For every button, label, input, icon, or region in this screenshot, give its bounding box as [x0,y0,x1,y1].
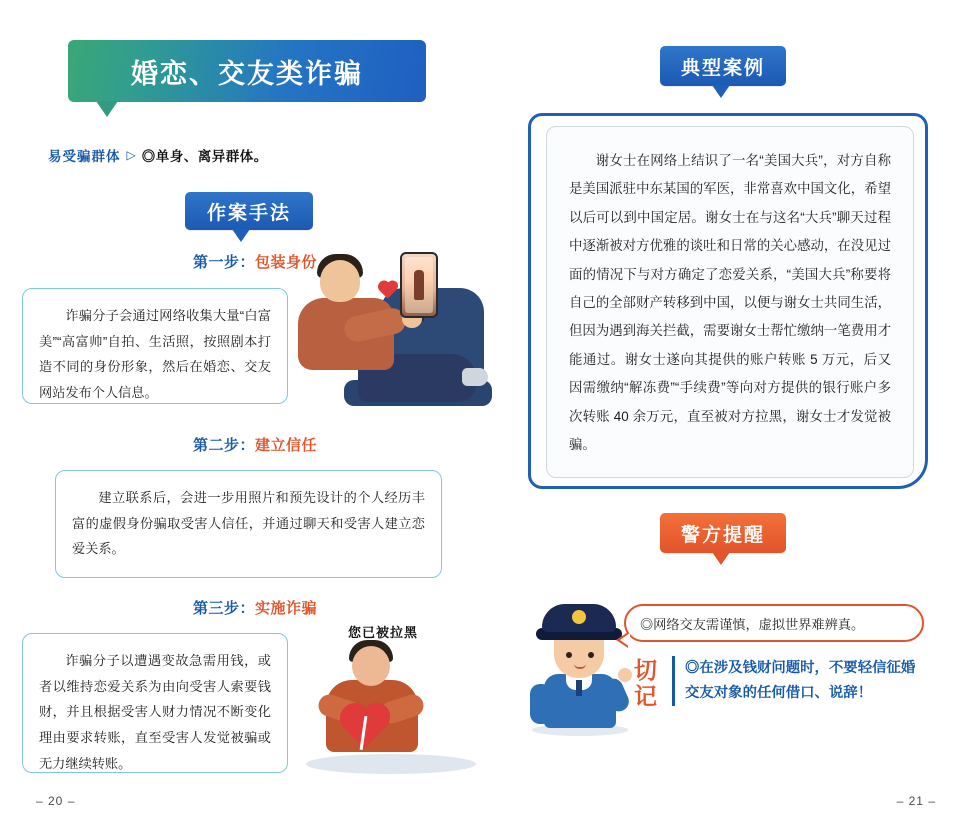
case-heading-tail [712,85,730,98]
step-1-name: 包装身份 [255,254,318,271]
speech-bubble-tail-inner [620,633,630,647]
step-3-ordinal: 第三步： [193,600,256,617]
step-3-heading [193,597,317,618]
police-speech-bubble [624,604,924,642]
case-body: 谢女士在网络上结识了一名“美国大兵”，对方自称是美国派驻中东某国的军医，非常喜欢中国文化，希望以后可以到中国定居。谢女士在与这名“大兵”聊天过程中逐渐被对方优雅的谈吐和日常的关心感动，在没见过面的情况下与对方确定了恋爱关系，“美国大兵”称要将自己的全部财产转移到中国，以便与谢女士共同生活，但因为遇到海关拦截，需要谢女士帮忙缴纳一笔费用才能通过。谢女士遂向其提供的账户转账 5 万元，后又因需缴纳“解冻费”“手续费”等向对方提供的银行账户多次转账 40 余万元，直至被对方拉黑，谢女士才发觉被骗。 [569,153,891,453]
method-heading-pill [185,192,313,230]
illustration-ground-shadow [306,754,476,774]
illustration-man-on-sofa [284,250,484,425]
arrow-right-icon: ▷ [126,148,136,162]
police-heading-pill [660,513,786,553]
case-heading-pill [660,46,786,86]
victim-group-label: 易受骗群体 [48,149,121,164]
step-1-textbox [22,288,288,404]
right-page [486,0,972,828]
victim-group-text: ◎单身、离异群体。 [141,149,268,164]
method-heading-tail [232,229,250,242]
policeman-left-eye [566,652,572,658]
page-number-right: – 21 – [896,794,936,808]
case-heading-label: 典型案例 [680,57,765,79]
police-speech-text: ◎网络交友需谨慎，虚拟世界难辨真。 [640,616,865,632]
policeman-head [554,636,604,678]
phone-photo-figure [414,270,424,300]
step-3-body: 诈骗分子以遭遇变故急需用钱，或者以维持恋爱关系为由向受害人索要钱财，并且根据受害人财力情况不断变化理由要求转账，直至受害人发觉被骗或无力继续转账。 [39,653,271,771]
victim-group-row [48,145,268,165]
police-cap-badge-icon [572,610,586,624]
step-3-textbox [22,633,288,773]
policeman-illustration [522,604,638,734]
step-2-textbox [55,470,442,578]
step-2-name: 建立信任 [255,437,318,454]
case-textbox [546,126,914,478]
method-heading-label: 作案手法 [206,202,291,224]
step-1-body: 诈骗分子会通过网络收集大量“白富美”“高富帅”自拍、生活照，按照剧本打造不同的身份形象，然后在婚恋、交友网站发布个人信息。 [39,308,271,401]
step-1-ordinal: 第一步： [193,254,256,271]
policeman-right-eye [588,652,594,658]
page-number-left: – 20 – [36,794,76,808]
police-heading-label: 警方提醒 [680,524,765,546]
illustration-heartbroken-man [300,628,486,776]
section-title: 婚恋、交友类诈骗 [131,58,363,89]
step-2-body: 建立联系后，会进一步用照片和预先设计的个人经历丰富的虚假身份骗取受害人信任，并通过聊天和受害人建立恋爱关系。 [72,490,425,557]
man-head [320,260,360,302]
remember-badge: 切记 [634,657,658,709]
police-heading-tail [712,552,730,565]
policeman-tie [576,680,582,696]
remember-advice-text: ◎在涉及钱财问题时，不要轻信征婚交友对象的任何借口、说辞！ [672,656,926,706]
step-3-name: 实施诈骗 [255,600,318,617]
man-shoe [462,368,488,386]
title-banner-tail [96,101,118,117]
phone-with-photo-icon [400,252,438,318]
step-2-heading [193,434,317,455]
blocked-label: 您已被拉黑 [348,625,419,640]
section-title-banner [68,40,426,102]
sad-man-head [352,646,390,686]
step-2-ordinal: 第二步： [193,437,256,454]
